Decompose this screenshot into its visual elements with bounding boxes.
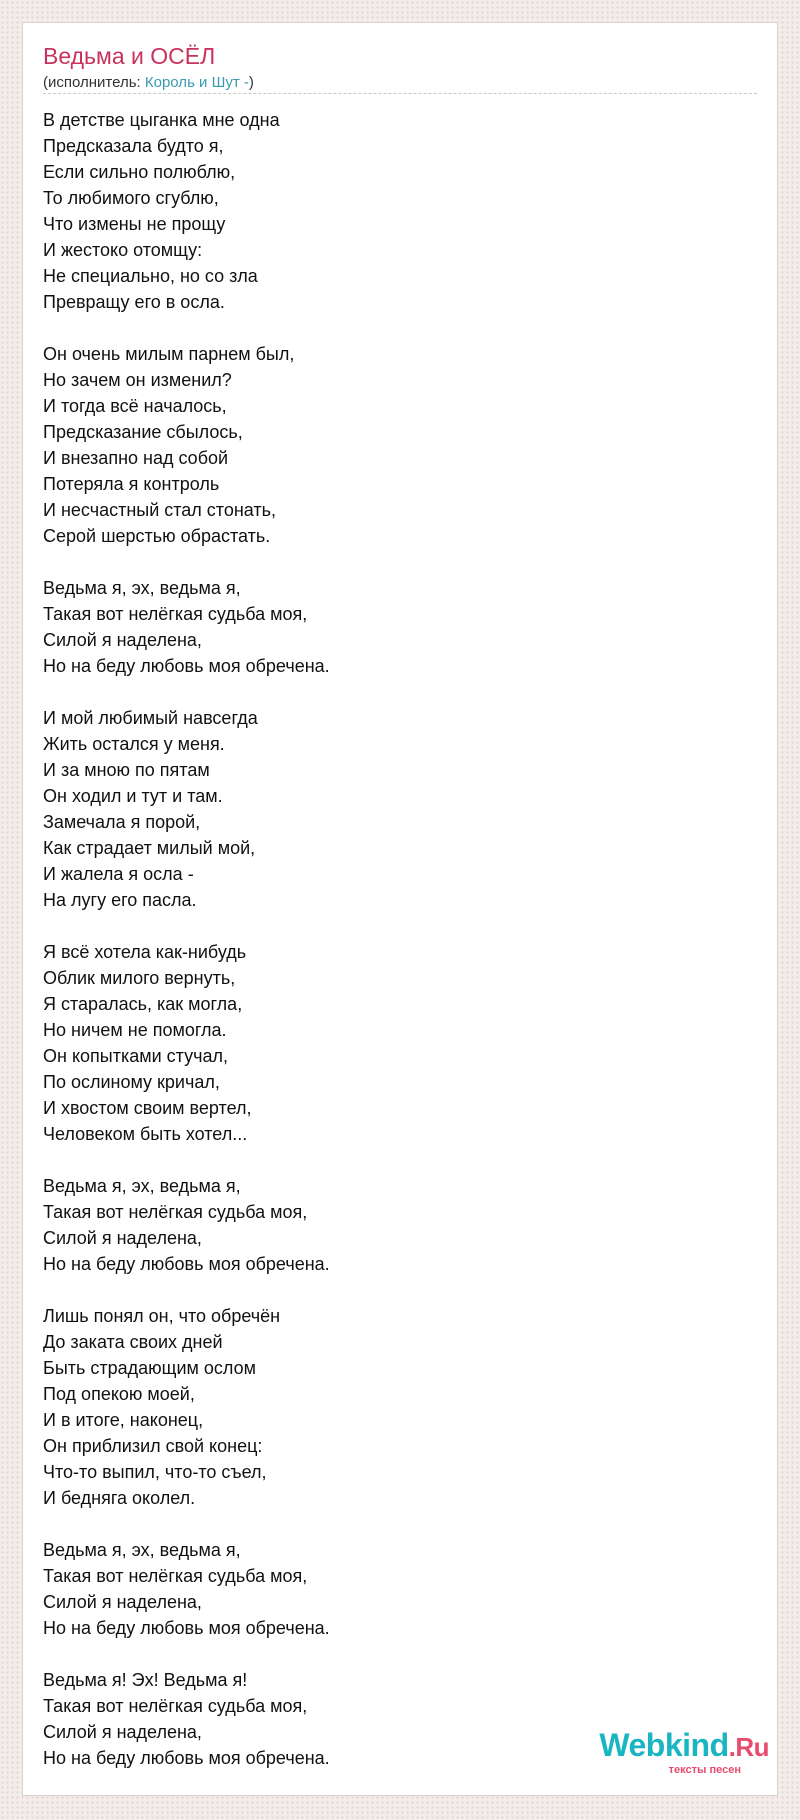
lyric-line: Предсказание сбылось, — [43, 422, 243, 442]
lyric-line: Лишь понял он, что обречён — [43, 1306, 281, 1326]
lyric-line: Он ходил и тут и там. — [43, 786, 223, 806]
lyric-line: Силой я наделена, — [43, 1592, 202, 1612]
lyric-line: И внезапно над собой — [43, 448, 229, 468]
lyric-line: Замечала я порой, — [43, 812, 201, 832]
lyric-line: На лугу его пасла. — [43, 890, 197, 910]
lyric-line: Предсказала будто я, — [43, 136, 224, 156]
performer-suffix: ) — [248, 74, 254, 91]
artist-link[interactable]: Король и Шут - — [144, 74, 249, 91]
lyric-line: И хвостом своим вертел, — [43, 1098, 252, 1118]
stanza — [43, 705, 757, 913]
performer-line — [43, 74, 254, 91]
lyric-line: Такая вот нелёгкая судьба моя, — [43, 1696, 308, 1716]
webkind-logo[interactable] — [559, 1727, 769, 1777]
lyric-line: Но на беду любовь моя обречена. — [43, 1618, 330, 1638]
lyric-line: Он очень милым парнем был, — [43, 344, 295, 364]
header-divider — [43, 93, 757, 94]
lyric-line: Потеряла я контроль — [43, 474, 220, 494]
lyric-line: Что измены не прощу — [43, 214, 226, 234]
lyric-line: И в итоге, наконец, — [43, 1410, 204, 1430]
lyric-line: Но зачем он изменил? — [43, 370, 232, 390]
lyric-line: Что-то выпил, что-то съел, — [43, 1462, 267, 1482]
lyric-line: Он копытками стучал, — [43, 1046, 229, 1066]
lyric-line: И тогда всё началось, — [43, 396, 227, 416]
lyric-line: Облик милого вернуть, — [43, 968, 236, 988]
lyric-line: Не специально, но со зла — [43, 266, 258, 286]
stanza — [43, 1173, 757, 1277]
lyric-line: И несчастный стал стонать, — [43, 500, 277, 520]
lyric-line: Он приблизил свой конец: — [43, 1436, 263, 1456]
lyric-line: И за мною по пятам — [43, 760, 210, 780]
logo-wordmark: Webkind.Ru — [599, 1727, 769, 1763]
lyric-line: Превращу его в осла. — [43, 292, 225, 312]
lyric-line: Но на беду любовь моя обречена. — [43, 656, 330, 676]
stanza — [43, 107, 757, 315]
lyric-line: До заката своих дней — [43, 1332, 223, 1352]
lyric-line: Человеком быть хотел... — [43, 1124, 248, 1144]
lyric-line: Быть страдающим ослом — [43, 1358, 256, 1378]
lyric-line: Если сильно полюблю, — [43, 162, 236, 182]
lyric-line: Серой шерстью обрастать. — [43, 526, 271, 546]
lyric-line: Силой я наделена, — [43, 1722, 202, 1742]
lyric-line: И бедняга околел. — [43, 1488, 196, 1508]
lyric-line: Такая вот нелёгкая судьба моя, — [43, 1566, 308, 1586]
stanza — [43, 341, 757, 549]
lyric-line: То любимого сгублю, — [43, 188, 219, 208]
lyric-line: И жестоко отомщу: — [43, 240, 203, 260]
lyric-line: Такая вот нелёгкая судьба моя, — [43, 604, 308, 624]
logo-tagline: тексты песен — [668, 1764, 741, 1776]
lyric-line: Такая вот нелёгкая судьба моя, — [43, 1202, 308, 1222]
stanza — [43, 1537, 757, 1641]
lyric-line: Силой я наделена, — [43, 630, 202, 650]
lyric-line: Но на беду любовь моя обречена. — [43, 1748, 330, 1768]
lyric-line: Жить остался у меня. — [43, 734, 225, 754]
lyrics-card — [22, 22, 778, 1796]
lyric-line: Ведьма я, эх, ведьма я, — [43, 1176, 241, 1196]
song-title: Ведьма и ОСЁЛ — [43, 43, 216, 69]
lyric-line: Ведьма я, эх, ведьма я, — [43, 1540, 241, 1560]
lyric-line: Как страдает милый мой, — [43, 838, 256, 858]
lyric-line: Я старалась, как могла, — [43, 994, 243, 1014]
lyrics-text — [43, 107, 757, 1797]
stanza — [43, 575, 757, 679]
lyric-line: В детстве цыганка мне одна — [43, 110, 280, 130]
lyric-line: И жалела я осла - — [43, 864, 194, 884]
lyric-line: По ослиному кричал, — [43, 1072, 220, 1092]
lyric-line: Я всё хотела как-нибудь — [43, 942, 247, 962]
lyric-line: Ведьма я! Эх! Ведьма я! — [43, 1670, 248, 1690]
lyric-line: Ведьма я, эх, ведьма я, — [43, 578, 241, 598]
lyric-line: Под опекою моей, — [43, 1384, 195, 1404]
stanza — [43, 1303, 757, 1511]
performer-prefix: (исполнитель: — [43, 74, 145, 91]
lyric-line: Но ничем не помогла. — [43, 1020, 227, 1040]
lyric-line: И мой любимый навсегда — [43, 708, 258, 728]
lyric-line: Но на беду любовь моя обречена. — [43, 1254, 330, 1274]
stanza — [43, 939, 757, 1147]
lyric-line: Силой я наделена, — [43, 1228, 202, 1248]
